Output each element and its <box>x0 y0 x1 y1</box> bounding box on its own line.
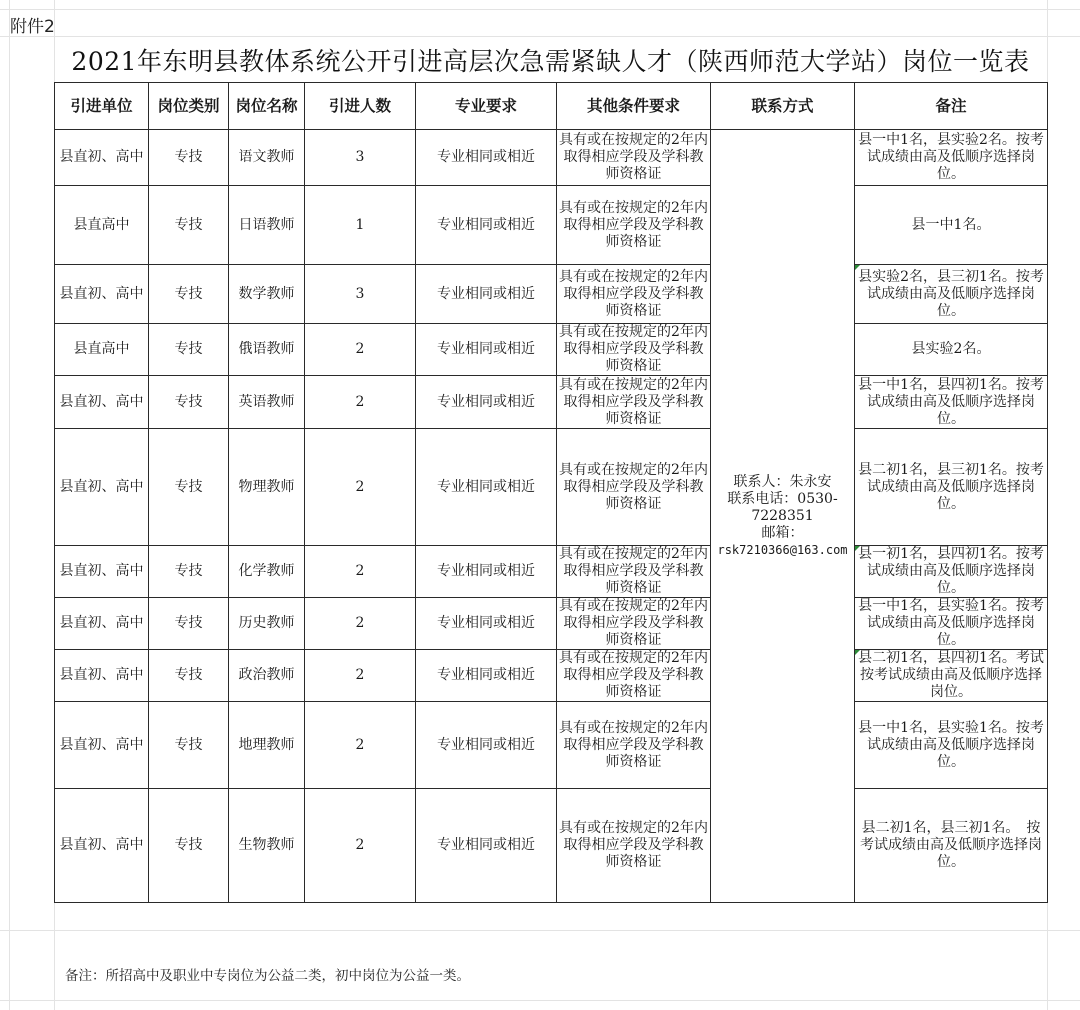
cell-major: 专业相同或相近 <box>416 376 557 429</box>
cell-remark <box>855 324 1048 376</box>
cell-position: 数学教师 <box>229 265 305 324</box>
cell-other-conditions: 具有或在按规定的2年内取得相应学段及学科教师资格证 <box>557 650 711 702</box>
remark-text: 县实验2名。 <box>911 341 991 357</box>
cell-count: 2 <box>305 702 416 789</box>
header-remark: 备注 <box>855 83 1048 130</box>
cell-unit: 县直高中 <box>55 186 149 265</box>
remark-text: 县二初1名，县三初1名。 按考试成绩由高及低顺序选择岗位。 <box>860 820 1042 870</box>
cell-other-conditions: 具有或在按规定的2年内取得相应学段及学科教师资格证 <box>557 789 711 903</box>
cell-remark <box>855 130 1048 186</box>
contact-email-label: 邮箱： <box>761 524 804 541</box>
header-count: 引进人数 <box>305 83 416 130</box>
cell-remark <box>855 789 1048 903</box>
cell-remark <box>855 650 1048 702</box>
cell-other-conditions: 具有或在按规定的2年内取得相应学段及学科教师资格证 <box>557 546 711 598</box>
table-row <box>55 376 1048 429</box>
table-row <box>55 429 1048 546</box>
cell-unit: 县直初、高中 <box>55 598 149 650</box>
header-unit: 引进单位 <box>55 83 149 130</box>
cell-category: 专技 <box>149 324 229 376</box>
cell-position: 日语教师 <box>229 186 305 265</box>
cell-category: 专技 <box>149 429 229 546</box>
remark-text: 县一中1名，县实验2名。按考试成绩由高及低顺序选择岗位。 <box>858 132 1044 182</box>
cell-unit: 县直初、高中 <box>55 650 149 702</box>
remark-text: 县二初1名，县三初1名。按考试成绩由高及低顺序选择岗位。 <box>858 461 1044 512</box>
cell-major: 专业相同或相近 <box>416 324 557 376</box>
cell-unit: 县直初、高中 <box>55 429 149 546</box>
remark-text: 县一中1名，县四初1名。按考试成绩由高及低顺序选择岗位。 <box>858 376 1044 427</box>
comment-marker-icon <box>855 546 860 551</box>
cell-count: 3 <box>305 265 416 324</box>
remark-text: 县一中1名，县实验1名。按考试成绩由高及低顺序选择岗位。 <box>858 719 1044 770</box>
cell-remark <box>855 702 1048 789</box>
table-row <box>55 650 1048 702</box>
table-row <box>55 789 1048 903</box>
cell-other-conditions: 具有或在按规定的2年内取得相应学段及学科教师资格证 <box>557 324 711 376</box>
cell-count: 2 <box>305 789 416 903</box>
cell-count: 2 <box>305 650 416 702</box>
table-row <box>55 324 1048 376</box>
header-position: 岗位名称 <box>229 83 305 130</box>
remark-text: 县二初1名，县四初1名。考试按考试成绩由高及低顺序选择岗位。 <box>858 650 1044 700</box>
cell-major: 专业相同或相近 <box>416 598 557 650</box>
cell-major: 专业相同或相近 <box>416 186 557 265</box>
cell-other-conditions: 具有或在按规定的2年内取得相应学段及学科教师资格证 <box>557 702 711 789</box>
cell-unit: 县直初、高中 <box>55 789 149 903</box>
cell-major: 专业相同或相近 <box>416 130 557 186</box>
gridline <box>0 36 1080 37</box>
cell-unit: 县直高中 <box>55 324 149 376</box>
positions-table <box>54 82 1048 903</box>
cell-category: 专技 <box>149 650 229 702</box>
cell-position: 英语教师 <box>229 376 305 429</box>
cell-position: 物理教师 <box>229 429 305 546</box>
gridline <box>0 1000 1080 1001</box>
cell-remark <box>855 598 1048 650</box>
table-row <box>55 130 1048 186</box>
cell-other-conditions: 具有或在按规定的2年内取得相应学段及学科教师资格证 <box>557 598 711 650</box>
comment-marker-icon <box>855 650 860 655</box>
remark-text: 县一初1名，县四初1名。按考试成绩由高及低顺序选择岗位。 <box>858 546 1044 596</box>
cell-category: 专技 <box>149 186 229 265</box>
contact-phone: 联系电话：0530-7228351 <box>727 490 838 524</box>
cell-count: 2 <box>305 376 416 429</box>
cell-contact <box>711 130 855 903</box>
cell-major: 专业相同或相近 <box>416 789 557 903</box>
cell-unit: 县直初、高中 <box>55 546 149 598</box>
cell-count: 3 <box>305 130 416 186</box>
cell-unit: 县直初、高中 <box>55 702 149 789</box>
table-row <box>55 702 1048 789</box>
cell-count: 2 <box>305 598 416 650</box>
cell-count: 2 <box>305 546 416 598</box>
cell-unit: 县直初、高中 <box>55 130 149 186</box>
cell-unit: 县直初、高中 <box>55 265 149 324</box>
table-row <box>55 598 1048 650</box>
cell-other-conditions: 具有或在按规定的2年内取得相应学段及学科教师资格证 <box>557 429 711 546</box>
cell-position: 语文教师 <box>229 130 305 186</box>
contact-email: rsk7210366@163.com <box>717 542 848 557</box>
header-other: 其他条件要求 <box>557 83 711 130</box>
header-category: 岗位类别 <box>149 83 229 130</box>
cell-major: 专业相同或相近 <box>416 546 557 598</box>
cell-position: 历史教师 <box>229 598 305 650</box>
cell-remark <box>855 546 1048 598</box>
cell-position: 生物教师 <box>229 789 305 903</box>
cell-other-conditions: 具有或在按规定的2年内取得相应学段及学科教师资格证 <box>557 376 711 429</box>
cell-major: 专业相同或相近 <box>416 265 557 324</box>
cell-category: 专技 <box>149 546 229 598</box>
cell-position: 化学教师 <box>229 546 305 598</box>
cell-other-conditions: 具有或在按规定的2年内取得相应学段及学科教师资格证 <box>557 130 711 186</box>
remark-text: 县一中1名。 <box>911 216 991 233</box>
table-row <box>55 265 1048 324</box>
cell-position: 俄语教师 <box>229 324 305 376</box>
header-contact: 联系方式 <box>711 83 855 130</box>
table-row <box>55 546 1048 598</box>
cell-count: 1 <box>305 186 416 265</box>
page-title: 2021年东明县教体系统公开引进高层次急需紧缺人才（陕西师范大学站）岗位一览表 <box>71 47 1030 76</box>
cell-count: 2 <box>305 324 416 376</box>
cell-category: 专技 <box>149 376 229 429</box>
comment-marker-icon <box>855 265 860 270</box>
cell-major: 专业相同或相近 <box>416 702 557 789</box>
contact-person: 联系人：朱永安 <box>733 473 832 490</box>
gridline <box>9 0 10 1010</box>
gridline <box>0 9 1080 10</box>
cell-category: 专技 <box>149 702 229 789</box>
header-row <box>55 83 1048 130</box>
cell-count: 2 <box>305 429 416 546</box>
cell-remark <box>855 376 1048 429</box>
cell-other-conditions: 具有或在按规定的2年内取得相应学段及学科教师资格证 <box>557 265 711 324</box>
cell-remark <box>855 265 1048 324</box>
cell-category: 专技 <box>149 265 229 324</box>
cell-unit: 县直初、高中 <box>55 376 149 429</box>
footnote: 备注：所招高中及职业中专岗位为公益二类，初中岗位为公益一类。 <box>65 968 470 984</box>
cell-remark <box>855 186 1048 265</box>
remark-text: 县实验2名，县三初1名。按考试成绩由高及低顺序选择岗位。 <box>858 268 1044 319</box>
cell-position: 地理教师 <box>229 702 305 789</box>
gridline <box>0 930 1080 931</box>
header-major: 专业要求 <box>416 83 557 130</box>
cell-category: 专技 <box>149 130 229 186</box>
table-row <box>55 186 1048 265</box>
cell-major: 专业相同或相近 <box>416 650 557 702</box>
remark-text: 县一中1名，县实验1名。按考试成绩由高及低顺序选择岗位。 <box>858 598 1044 648</box>
cell-category: 专技 <box>149 789 229 903</box>
cell-other-conditions: 具有或在按规定的2年内取得相应学段及学科教师资格证 <box>557 186 711 265</box>
cell-major: 专业相同或相近 <box>416 429 557 546</box>
cell-remark <box>855 429 1048 546</box>
attachment-label: 附件2 <box>10 17 55 37</box>
cell-category: 专技 <box>149 598 229 650</box>
cell-position: 政治教师 <box>229 650 305 702</box>
